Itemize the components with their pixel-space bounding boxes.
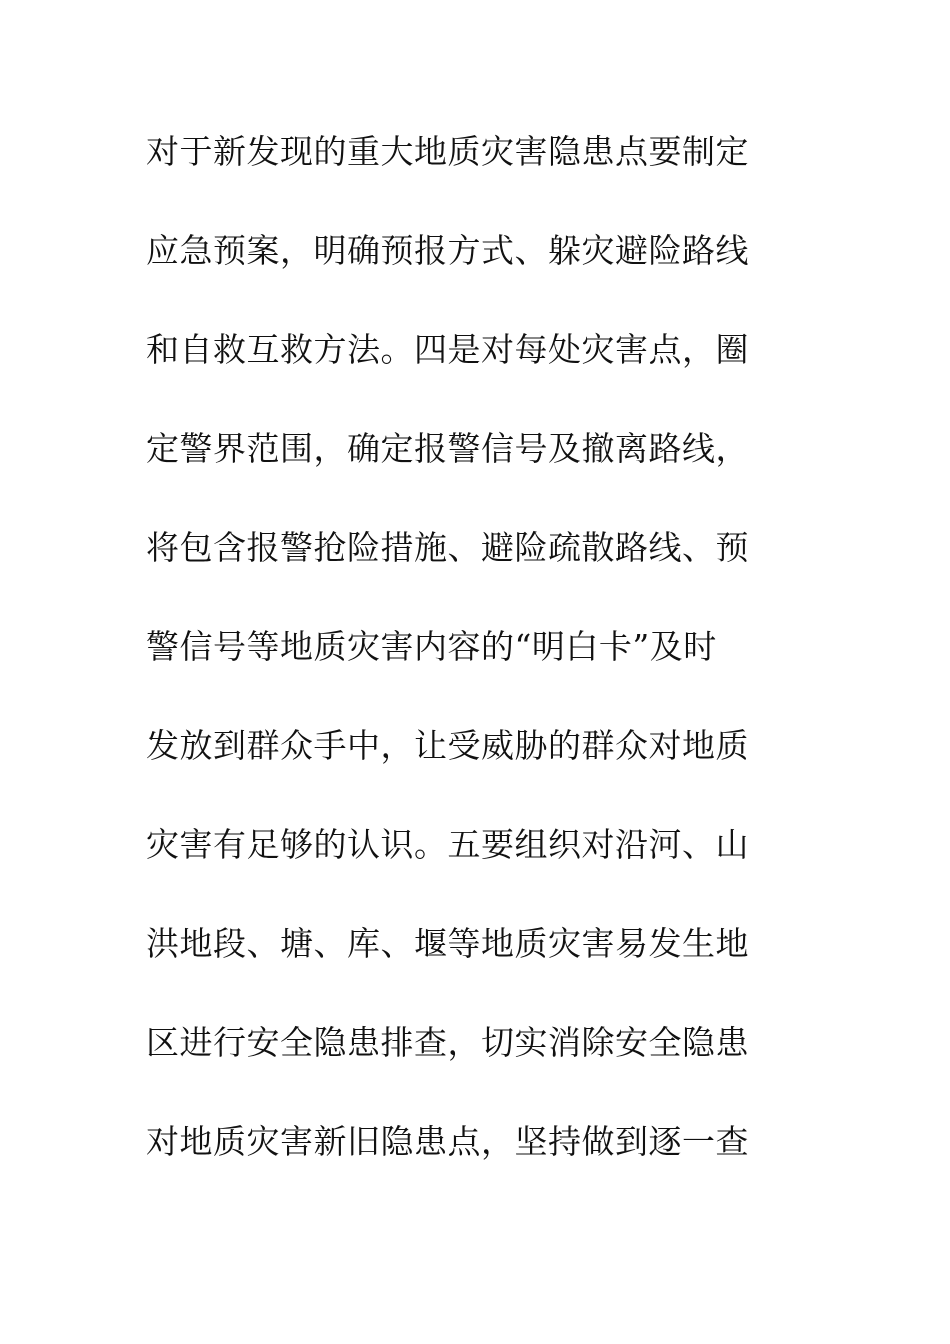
text-line: 发放到群众手中，让受威胁的群众对地质 (146, 726, 749, 765)
text-line: 将包含报警抢险措施、避险疏散路线、预 (146, 528, 749, 567)
text-line: 洪地段、塘、库、堰等地质灾害易发生地 (146, 924, 749, 963)
text-line: 对于新发现的重大地质灾害隐患点要制定 (146, 132, 749, 171)
text-line: 区进行安全隐患排查，切实消除安全隐患 (146, 1023, 749, 1062)
text-line: 和自救互救方法。四是对每处灾害点，圈 (146, 330, 749, 369)
text-line: 灾害有足够的认识。五要组织对沿河、山 (146, 825, 749, 864)
text-line: 定警界范围，确定报警信号及撤离路线， (146, 429, 749, 468)
text-line: 对地质灾害新旧隐患点，坚持做到逐一查 (146, 1122, 749, 1161)
text-line: 应急预案，明确预报方式、躲灾避险路线 (146, 231, 749, 270)
body-text (146, 120, 816, 1209)
text-line: 警信号等地质灾害内容的“明白卡”及时 (146, 627, 717, 666)
